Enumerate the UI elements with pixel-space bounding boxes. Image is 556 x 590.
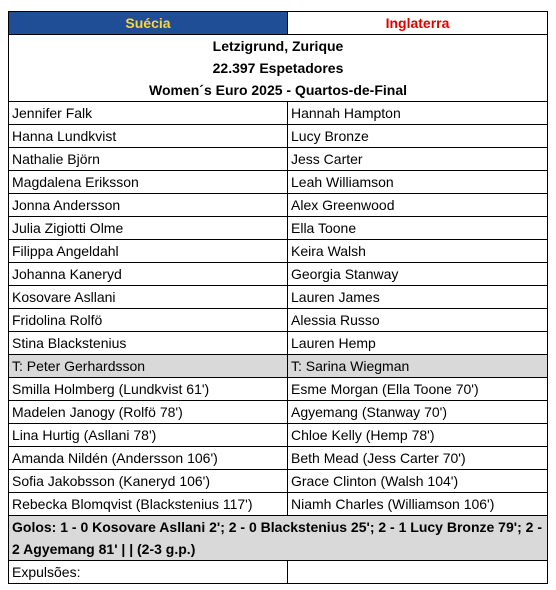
match-info-row [9, 35, 548, 102]
home-player: Smilla Holmberg (Lundkvist 61') [9, 378, 288, 401]
away-player: Alex Greenwood [288, 194, 548, 217]
competition: Women´s Euro 2025 - Quartos-de-Final [148, 82, 407, 98]
home-player: Jennifer Falk [9, 102, 288, 125]
home-player: Fridolina Rolfö [9, 309, 288, 332]
away-player: Lauren Hemp [288, 332, 548, 355]
home-player: Sofia Jakobsson (Kaneryd 106') [9, 470, 288, 493]
substitute-row [9, 401, 548, 424]
lineup-row [9, 148, 548, 171]
away-player: Hannah Hampton [288, 102, 548, 125]
home-player: Jonna Andersson [9, 194, 288, 217]
substitute-row [9, 470, 548, 493]
lineup-row [9, 171, 548, 194]
away-player: Georgia Stanway [288, 263, 548, 286]
home-player: Lina Hurtig (Asllani 78') [9, 424, 288, 447]
away-player: Ella Toone [288, 217, 548, 240]
home-player: Nathalie Björn [9, 148, 288, 171]
home-coach: T: Peter Gerhardsson [9, 355, 288, 378]
home-player: Hanna Lundkvist [9, 125, 288, 148]
away-player: Leah Williamson [288, 171, 548, 194]
coaches-row [9, 355, 548, 378]
substitutes [9, 378, 548, 516]
attendance: 22.397 Espetadores [212, 60, 344, 76]
home-player: Filippa Angeldahl [9, 240, 288, 263]
match-info [9, 35, 548, 102]
home-player: Johanna Kaneryd [9, 263, 288, 286]
lineup-row [9, 125, 548, 148]
home-player: Madelen Janogy (Rolfö 78') [9, 401, 288, 424]
home-player: Amanda Nildén (Andersson 106') [9, 447, 288, 470]
lineup-row [9, 332, 548, 355]
home-player: Rebecka Blomqvist (Blackstenius 117') [9, 493, 288, 516]
lineup-row [9, 240, 548, 263]
away-team-name: Inglaterra [288, 12, 548, 35]
home-player: Magdalena Eriksson [9, 171, 288, 194]
away-player: Keira Walsh [288, 240, 548, 263]
expulsions-row [9, 561, 548, 584]
away-player: Lucy Bronze [288, 125, 548, 148]
goals-row [9, 516, 548, 561]
lineup-row [9, 194, 548, 217]
away-player: Beth Mead (Jess Carter 70') [288, 447, 548, 470]
lineup-row [9, 309, 548, 332]
away-player: Esme Morgan (Ella Toone 70') [288, 378, 548, 401]
away-player: Jess Carter [288, 148, 548, 171]
away-player: Niamh Charles (Williamson 106') [288, 493, 548, 516]
away-player: Chloe Kelly (Hemp 78') [288, 424, 548, 447]
substitute-row [9, 447, 548, 470]
home-player: Julia Zigiotti Olme [9, 217, 288, 240]
substitute-row [9, 378, 548, 401]
venue: Letzigrund, Zurique [212, 38, 344, 54]
expulsions-away [288, 561, 548, 584]
goals-summary: Golos: 1 - 0 Kosovare Asllani 2'; 2 - 0 Blackstenius 25'; 2 - 1 Lucy Bronze 79'; 2 - 2 Agyemang 81' | | (2-3 g.p.) [9, 516, 548, 561]
lineup-row [9, 263, 548, 286]
away-player: Alessia Russo [288, 309, 548, 332]
substitute-row [9, 493, 548, 516]
away-player: Agyemang (Stanway 70') [288, 401, 548, 424]
lineups [9, 102, 548, 355]
home-player: Stina Blackstenius [9, 332, 288, 355]
match-sheet [8, 11, 548, 584]
lineup-row [9, 102, 548, 125]
away-coach: T: Sarina Wiegman [288, 355, 548, 378]
match-table [8, 11, 548, 584]
lineup-row [9, 286, 548, 309]
away-player: Grace Clinton (Walsh 104') [288, 470, 548, 493]
expulsions-label: Expulsões: [9, 561, 288, 584]
lineup-row [9, 217, 548, 240]
home-player: Kosovare Asllani [9, 286, 288, 309]
home-team-name: Suécia [9, 12, 288, 35]
teams-row [9, 12, 548, 35]
away-player: Lauren James [288, 286, 548, 309]
substitute-row [9, 424, 548, 447]
